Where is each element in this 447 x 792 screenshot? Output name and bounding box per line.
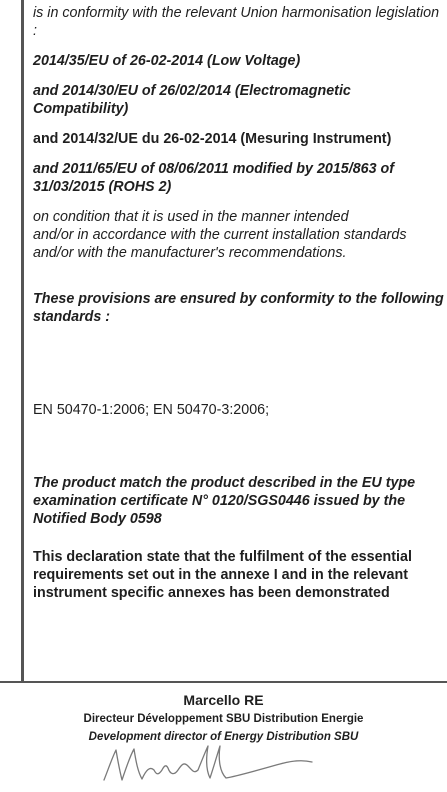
fulfilment-statement: This declaration state that the fulfilment of the essential requirements set out in the annexe I and in the relevant instrument specific annexes has been demonstrated (33, 549, 412, 601)
provisions-heading: These provisions are ensured by conformity to the following standards : (33, 291, 444, 325)
signatory-title-en: Development director of Energy Distribution SBU (88, 731, 359, 743)
usage-condition (33, 208, 447, 262)
condition-line: and/or in accordance with the current installation standards (33, 227, 407, 243)
signatory-name: Marcello RE (183, 692, 264, 708)
handwritten-signature (98, 740, 318, 788)
page-border-left (21, 0, 24, 681)
directive-emc: and 2014/30/EU of 26/02/2014 (Electromagnetic Compatibility) (33, 83, 351, 117)
signatory-title-fr: Directeur Développement SBU Distribution Energie (83, 713, 364, 725)
signature-separator (0, 681, 447, 683)
condition-line: and/or with the manufacturer's recommendations. (33, 245, 347, 261)
condition-line: on condition that it is used in the manner intended (33, 209, 349, 225)
declaration-body (33, 4, 447, 602)
certificate-statement: The product match the product described in the EU type examination certificate N° 0120/SGS0446 issued by the Notified Body 0598 (33, 475, 416, 527)
directive-measuring-instrument: and 2014/32/UE du 26-02-2014 (Mesuring Instrument) (33, 131, 392, 147)
standards-list: EN 50470-1:2006; EN 50470-3:2006; (33, 402, 270, 418)
directive-rohs: and 2011/65/EU of 08/06/2011 modified by 2015/863 of 31/03/2015 (ROHS 2) (33, 161, 395, 195)
intro-text: is in conformity with the relevant Union harmonisation legislation : (33, 5, 440, 39)
directive-low-voltage: 2014/35/EU of 26-02-2014 (Low Voltage) (33, 53, 301, 69)
signatory-block (0, 690, 447, 746)
